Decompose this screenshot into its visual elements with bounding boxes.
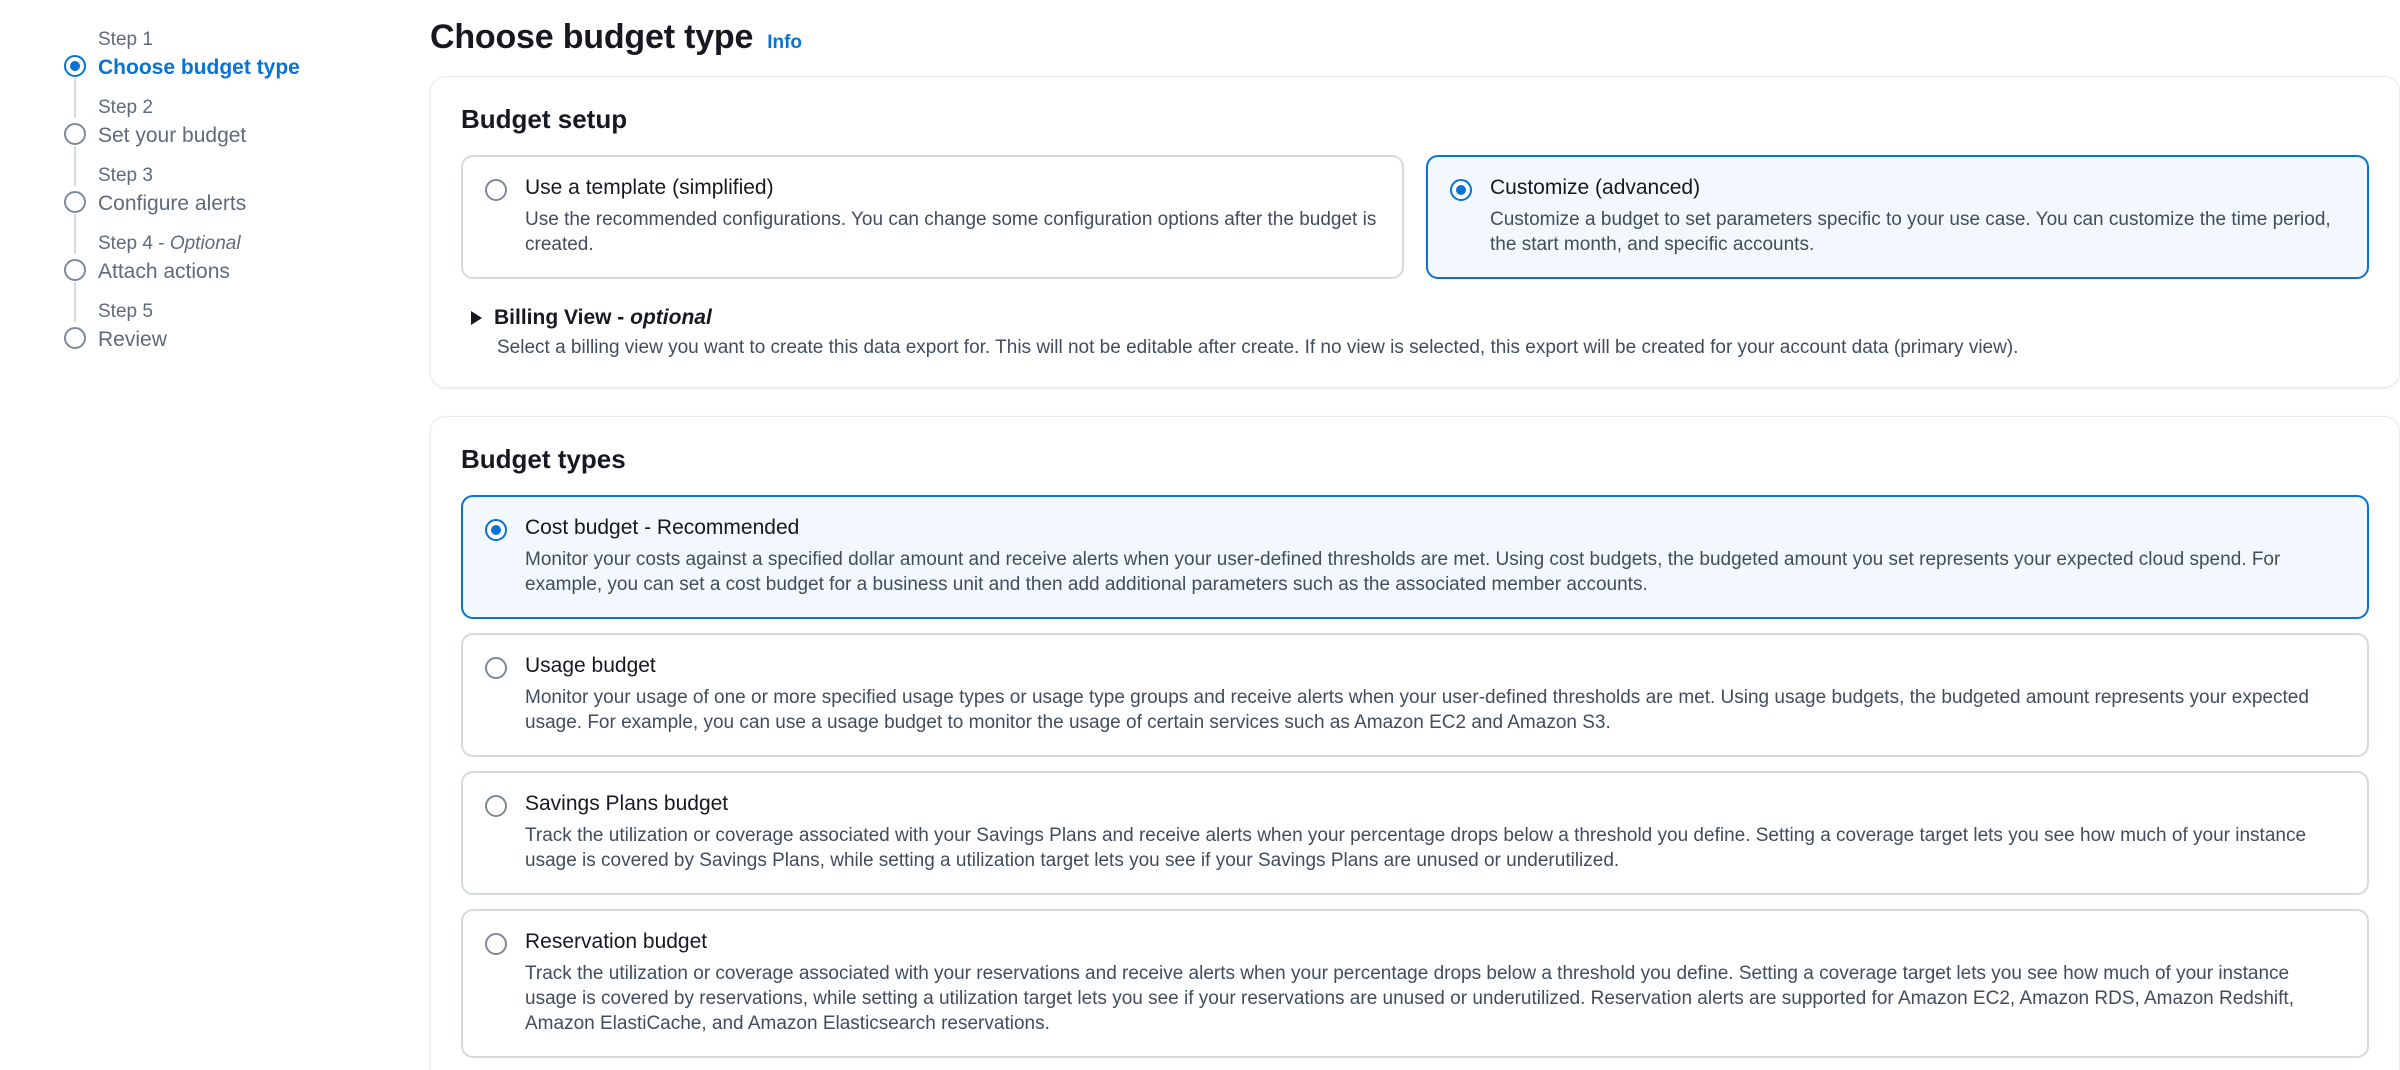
option-description: Track the utilization or coverage associated with your reservations and receive alerts when your percentage drops below a threshold you define. Setting a coverage target lets you see how much of your instance usage is covered by reservations, while setting a utilization target lets you see if your reservations are unused or underutilized. Reservation alerts are supported for Amazon EC2, Amazon RDS, Amazon Redshift, Amazon ElastiCache, and Amazon Elasticsearch reservations.	[525, 963, 2294, 1034]
wizard-step-3[interactable]	[50, 164, 430, 232]
option-description: Monitor your costs against a specified dollar amount and receive alerts when your user-defined thresholds are met. Using cost budgets, the budgeted amount you set represents your expected cloud spend. For example, you can set a cost budget for a business unit and then add additional parameters such as the associated member accounts.	[525, 549, 2281, 595]
option-description: Monitor your usage of one or more specified usage types or usage type groups and receive alerts when your user-defined thresholds are met. Using usage budgets, the budgeted amount represents your expected usage. For example, you can use a usage budget to monitor the usage of certain services such as Amazon EC2 and Amazon S3.	[525, 687, 2309, 733]
wizard-step-4[interactable]	[50, 232, 430, 300]
info-link[interactable]: Info	[767, 32, 803, 53]
wizard-step-2-label: Step 2	[98, 97, 153, 118]
radio-button-icon[interactable]	[485, 933, 507, 955]
wizard-step-2[interactable]	[50, 96, 430, 164]
budget-types-container	[430, 416, 2400, 1070]
budget-types-title: Budget types	[461, 444, 626, 474]
billing-view-description: Select a billing view you want to create this data export for. This will not be editable after create. If no view is selected, this export will be created for your account data (primary view).	[497, 337, 2019, 358]
budget-type-option-cost[interactable]	[461, 495, 2369, 619]
budget-setup-option-template[interactable]	[461, 155, 1404, 279]
wizard-step-5-label: Step 5	[98, 301, 153, 322]
billing-view-title: Billing View - optional	[494, 306, 712, 329]
budget-type-option-savings-plans[interactable]	[461, 771, 2369, 895]
step-bullet-icon	[64, 327, 86, 349]
option-description: Customize a budget to set parameters specific to your use case. You can customize the time period, the start month, and specific accounts.	[1490, 209, 2331, 255]
wizard-step-4-optional: Optional	[169, 233, 241, 254]
wizard-step-5-title: Review	[98, 328, 167, 351]
radio-button-icon[interactable]	[485, 179, 507, 201]
wizard-step-5[interactable]	[50, 300, 430, 353]
chevron-right-icon	[471, 311, 482, 325]
radio-button-icon[interactable]	[485, 519, 507, 541]
radio-button-icon[interactable]	[485, 657, 507, 679]
budget-types-radio-group	[461, 495, 2369, 1058]
radio-button-icon[interactable]	[1450, 179, 1472, 201]
wizard-step-4-title: Attach actions	[98, 260, 230, 283]
step-bullet-icon	[64, 259, 86, 281]
billing-view-optional-tag: optional	[630, 306, 712, 329]
wizard-navigation	[0, 0, 430, 353]
wizard-step-1-title: Choose budget type	[98, 56, 300, 79]
option-label: Savings Plans budget	[525, 792, 729, 815]
wizard-step-2-title: Set your budget	[98, 124, 247, 147]
budget-setup-radio-group	[461, 155, 2369, 279]
step-bullet-icon	[64, 191, 86, 213]
option-label: Usage budget	[525, 654, 656, 677]
page-header	[430, 16, 2400, 76]
budget-type-option-reservation[interactable]	[461, 909, 2369, 1058]
step-bullet-icon	[64, 123, 86, 145]
wizard-step-3-label: Step 3	[98, 165, 153, 186]
wizard-step-3-title: Configure alerts	[98, 192, 247, 215]
option-description: Track the utilization or coverage associated with your Savings Plans and receive alerts when your percentage drops below a threshold you define. Setting a coverage target lets you see how much of your instance usage is covered by Savings Plans, while setting a utilization target lets you see if your Savings Plans are unused or underutilized.	[525, 825, 2307, 871]
main-content	[430, 0, 2400, 1070]
budget-setup-option-customize[interactable]	[1426, 155, 2369, 279]
billing-view-expandable-section[interactable]	[461, 305, 2369, 361]
wizard-step-1[interactable]	[50, 28, 430, 96]
budget-setup-title: Budget setup	[461, 104, 628, 134]
wizard-step-1-label: Step 1	[98, 29, 153, 50]
billing-view-toggle[interactable]	[469, 305, 2369, 331]
option-label: Reservation budget	[525, 930, 708, 953]
option-label: Use a template (simplified)	[525, 176, 774, 199]
budget-type-option-usage[interactable]	[461, 633, 2369, 757]
option-label: Customize (advanced)	[1490, 176, 1701, 199]
budget-setup-container	[430, 76, 2400, 388]
wizard-step-4-label: Step 4 - Optional	[98, 233, 241, 254]
option-label: Cost budget - Recommended	[525, 516, 800, 539]
page-title: Choose budget type	[430, 18, 754, 56]
option-description: Use the recommended configurations. You can change some configuration options after the budget is created.	[525, 209, 1377, 255]
step-bullet-icon	[64, 55, 86, 77]
radio-button-icon[interactable]	[485, 795, 507, 817]
